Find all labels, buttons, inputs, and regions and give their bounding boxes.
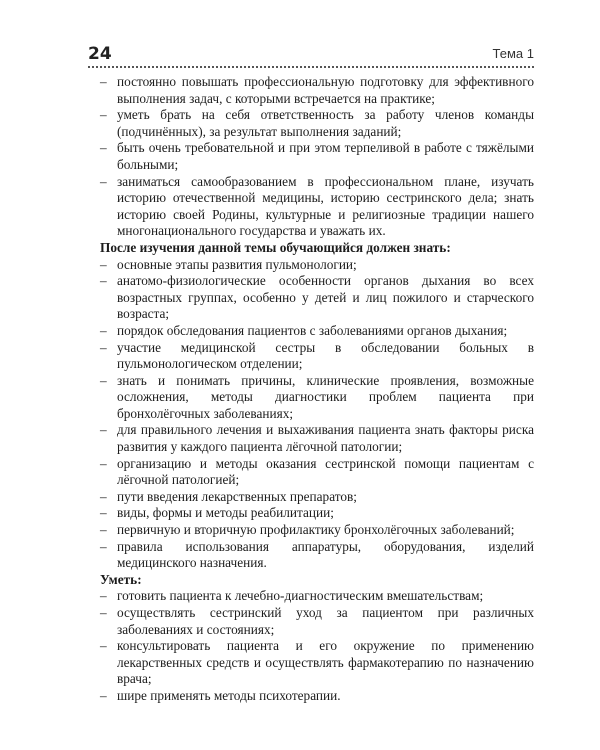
header-divider: [88, 66, 534, 68]
heading-know: После изучения данной темы обучающийся должен знать:: [100, 239, 451, 255]
dash-marker: –: [100, 140, 107, 156]
page-body: [100, 74, 534, 705]
list-item: [100, 257, 534, 274]
list-item: [100, 107, 534, 140]
dash-marker: –: [100, 422, 107, 438]
dash-marker: –: [100, 687, 107, 703]
list-item-text: организацию и методы оказания сестринской помощи пациентам с лёгочной патологией;: [117, 455, 534, 488]
list-item: [100, 74, 534, 107]
dash-marker: –: [100, 488, 107, 504]
dash-marker: –: [100, 322, 107, 338]
dash-marker: –: [100, 455, 107, 471]
page-number: 24: [88, 44, 112, 64]
list-item: [100, 489, 534, 506]
section-title: Тема 1: [492, 46, 534, 61]
list-item: [100, 688, 534, 705]
list-item: [100, 588, 534, 605]
dash-marker: –: [100, 273, 107, 289]
dash-marker: –: [100, 74, 107, 89]
dash-marker: –: [100, 605, 107, 620]
list-item: [100, 373, 534, 423]
list-item: [100, 539, 534, 572]
list-item-text: постоянно повышать профессиональную подготовку для эффективного выполнения задач, с которыми встречается на практике;: [117, 74, 534, 106]
list-item-text: участие медицинской сестры в обследовании больных в пульмонологическом отделении;: [117, 339, 534, 372]
list-item: [100, 522, 534, 539]
list-item-text: шире применять методы психотерапии.: [117, 687, 341, 703]
list-item-text: осуществлять сестринский уход за пациентом при различных заболеваниях и состояниях;: [117, 605, 534, 637]
list-item-text: консультировать пациента и его окружение по применению лекарственных средств и осуществлять фармакотерапию по назначению врача;: [117, 638, 534, 687]
list-item-text: виды, формы и методы реабилитации;: [117, 505, 334, 521]
list-item-text: быть очень требовательной и при этом терпеливой в работе с тяжёлыми больными;: [117, 140, 534, 172]
dash-marker: –: [100, 588, 107, 604]
list-item-text: первичную и вторичную профилактику бронхолёгочных заболеваний;: [117, 522, 515, 538]
list-item: [100, 456, 534, 489]
dash-marker: –: [100, 107, 107, 123]
dash-marker: –: [100, 522, 107, 538]
know-list: [100, 257, 534, 572]
dash-marker: –: [100, 505, 107, 521]
dash-marker: –: [100, 638, 107, 654]
heading-can: Уметь:: [100, 571, 142, 587]
list-item-text: анатомо-физиологические особенности органов дыхания во всех возрастных группах, особенно у детей и лиц пожилого и старческого возраста;: [117, 273, 534, 322]
can-list: [100, 588, 534, 704]
dash-marker: –: [100, 256, 107, 272]
dash-marker: –: [100, 339, 107, 355]
list-item-text: знать и понимать причины, клинические проявления, возможные осложнения, методы диагностики проблем пациента при бронхолёгочных заболеваниях;: [117, 372, 534, 421]
list-item: [100, 605, 534, 638]
list-item-text: уметь брать на себя ответственность за работу членов команды (подчинённых), за результат выполнения заданий;: [117, 107, 534, 139]
list-item: [100, 422, 534, 455]
dash-marker: –: [100, 538, 107, 554]
list-item-text: правила использования аппаратуры, оборудования, изделий медицинского назначения.: [117, 538, 534, 571]
list-item-text: пути введения лекарственных препаратов;: [117, 488, 358, 504]
list-item: [100, 505, 534, 522]
list-item: [100, 638, 534, 688]
list-item-text: готовить пациента к лечебно-диагностическим вмешательствам;: [117, 588, 484, 604]
list-item-text: порядок обследования пациентов с заболеваниями органов дыхания;: [117, 322, 508, 338]
list-item-text: для правильного лечения и выхаживания пациента знать факторы риска развития у каждого пациента лёгочной патологии;: [117, 422, 534, 455]
dash-marker: –: [100, 173, 107, 189]
list-item: [100, 140, 534, 173]
list-item: [100, 340, 534, 373]
list-item-text: основные этапы развития пульмонологии;: [117, 256, 357, 272]
list-item: [100, 273, 534, 323]
page-header: [88, 44, 534, 68]
list-item-text: заниматься самообразованием в профессиональном плане, изучать историю отечественной медицины, историю сестринского дела; знать историю своей Родины, культурные и религиозные традиции нашего многонационального государства и уважать их.: [117, 173, 534, 239]
dash-marker: –: [100, 372, 107, 388]
list-item: [100, 174, 534, 240]
list-item: [100, 323, 534, 340]
duties-list: [100, 74, 534, 240]
